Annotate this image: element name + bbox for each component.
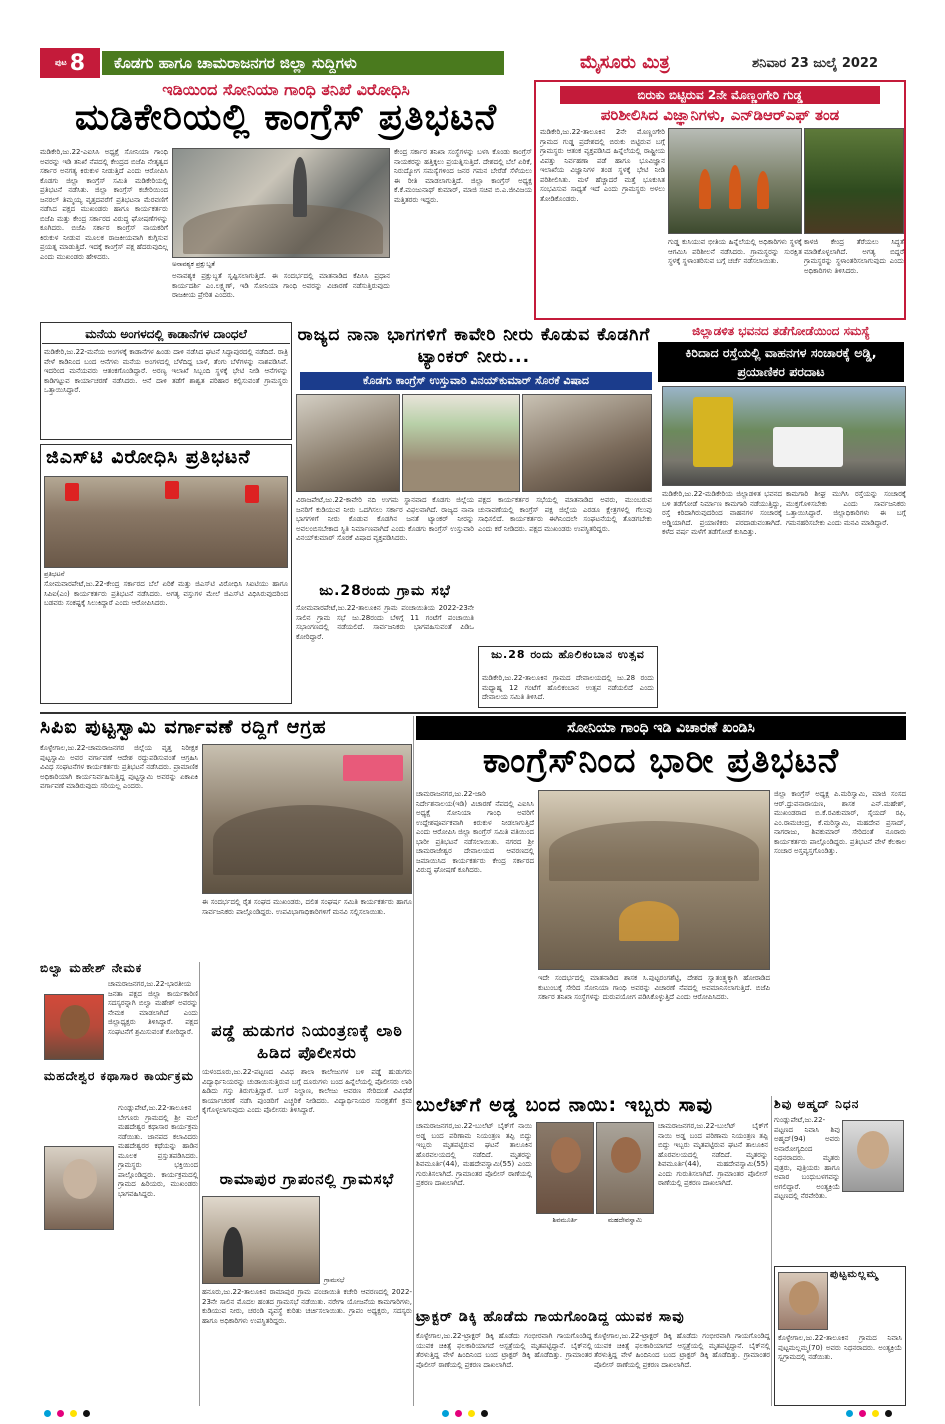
story16-body: ಗುಂಡ್ಲುಪೇಟೆ,ಜು.22-ಪಟ್ಟಣದ ನಿವಾಸಿ ಶಿವು ಅಹ್ಮದ್(94) ಅವರು ಅನಾರೋಗ್ಯದಿಂದ ನಿಧನರಾದರು. ಮೃತರು ಪುತ್ರರು, ಪುತ್ರಿಯರು ಹಾಗೂ ಅಪಾರ ಬಂಧುಬಳಗವನ್ನು ಅಗಲಿದ್ದಾರೆ. ಅಂತ್ಯಕ್ರಿಯೆ ಪಟ್ಟಣದಲ್ಲಿ ನೆರವೇರಿತು. [774,1116,840,1200]
story2-body: ಮಡಿಕೇರಿ,ಜು.22-ತಾಲೂಕಿನ 2ನೇ ಮೊಣ್ಣಂಗೇರಿ ಗ್ರಾಮದ ಗುಡ್ಡ ಪ್ರದೇಶದಲ್ಲಿ ಬಿರುಕು ಬಿಟ್ಟಿರುವ ಬಗ್ಗೆ ಗ್ರಾಮಸ್ಥರು ಆತಂಕ ವ್ಯಕ್ತಪಡಿಸಿದ ಹಿನ್ನೆಲೆಯಲ್ಲಿ ರಾಷ್ಟ್ರೀಯ ವಿಪತ್ತು ನಿರ್ವಹಣಾ ಪಡೆ ಹಾಗೂ ಭೂವಿಜ್ಞಾನ ಇಲಾಖೆಯ ವಿಜ್ಞಾನಿಗಳ ತಂಡ ಸ್ಥಳಕ್ಕೆ ಭೇಟಿ ನೀಡಿ ಪರಿಶೀಲಿಸಿತು. ಮಳೆ ಹೆಚ್ಚಾದರೆ ಮತ್ತೆ ಭೂಕುಸಿತ ಸಂಭವಿಸುವ ಸಾಧ್ಯತೆ ಇದೆ ಎಂದು ಗ್ರಾಮಸ್ಥರು ಅಳಲು ತೋಡಿಕೊಂಡರು. [540,128,665,203]
column-rule [771,1096,772,1406]
section-title: ಕೊಡಗು ಹಾಗೂ ಚಾಮರಾಜನಗರ ಜಿಲ್ಲಾ ಸುದ್ದಿಗಳು [114,54,357,72]
story3-headline: ಮನೆಯ ಅಂಗಳದಲ್ಲಿ ಕಾಡಾನೆಗಳ ದಾಂಧಲೆ [42,324,290,344]
story16-photo [842,1120,904,1192]
story1-caption: ಅನಾವಶ್ಯಕ ಪ್ರಕ್ಷುಬ್ಧತೆ [172,260,215,268]
story6-headline: ಜಿಎಸ್‌ಟಿ ವಿರೋಧಿಸಿ ಪ್ರತಿಭಟನೆ [46,446,251,468]
story17-photo [778,1272,828,1330]
story13-headline: ಪಡ್ಡೆ ಹುಡುಗರ ನಿಯಂತ್ರಣಕ್ಕೆ ಲಾಠಿ ಹಿಡಿದ ಪೊಲೀಸರು [211,1021,403,1062]
story2-kicker: ಬಿರುಕು ಬಿಟ್ಟಿರುವ 2ನೇ ಮೊಣ್ಣಂಗೇರಿ ಗುಡ್ಡ [560,86,880,104]
story10-body-right: ಜಿಲ್ಲಾ ಕಾಂಗ್ರೆಸ್ ಅಧ್ಯಕ್ಷ ಪಿ.ಮರಿಸ್ವಾಮಿ, ಮಾಜಿ ಸಂಸದ ಆರ್.ಧ್ರುವನಾರಾಯಣ, ಶಾಸಕ ಎನ್.ಮಹೇಶ್, ಮುಖಂಡರಾದ ಬಿ.ಕೆ.ರವಿಕುಮಾರ್, ಸೈಯದ್ ರಫಿ, ಎಂ.ರಾಮಚಂದ್ರ, ಕೆ.ಮರಿಸ್ವಾಮಿ, ಮಹದೇವ ಪ್ರಸಾದ್, ನಾಗರಾಜು, ಶಿವಕುಮಾರ್ ಸೇರಿದಂತೆ ನೂರಾರು ಕಾರ್ಯಕರ್ತರು ಪಾಲ್ಗೊಂಡಿದ್ದರು. ಪ್ರತಿಭಟನೆ ವೇಳೆ ಕೆಲಕಾಲ ಸಂಚಾರ ಅಸ್ತವ್ಯಸ್ತಗೊಂಡಿತ್ತು. [774,790,906,855]
story2-photo-left [668,128,802,234]
story18-body-right: ಕೊಳ್ಳೇಗಾಲ,ಜು.22-ಟ್ರಾಕ್ಟರ್ ಡಿಕ್ಕಿ ಹೊಡೆದು ಗಂಭೀರವಾಗಿ ಗಾಯಗೊಂಡಿದ್ದ ಯುವಕ ಚಿಕಿತ್ಸೆ ಫಲಕಾರಿಯಾಗದೆ ಆಸ್ಪತ್ರೆಯಲ್ಲಿ ಮೃತಪಟ್ಟಿದ್ದಾನೆ. ಬೈಕ್‌ನಲ್ಲಿ ತೆರಳುತ್ತಿದ್ದ ವೇಳೆ ಹಿಂದಿನಿಂದ ಬಂದ ಟ್ರಾಕ್ಟರ್ ಡಿಕ್ಕಿ ಹೊಡೆದಿತ್ತು. ಗ್ರಾಮಾಂತರ ಪೊಲೀಸ್ ಠಾಣೆಯಲ್ಲಿ ಪ್ರಕರಣ ದಾಖಲಾಗಿದೆ. [594,1332,770,1369]
story15-name-1: ಶಿವಮೂರ್ತಿ [552,1216,578,1224]
story2-body-right: ಕಾಳಜಿ ಕೇಂದ್ರ ತೆರೆಯಲು ಸಿದ್ಧತೆ ಮಾಡಿಕೊಳ್ಳಲಾಗಿದೆ. ಅಗತ್ಯ ಬಿದ್ದರೆ ಗ್ರಾಮಸ್ಥರನ್ನು ಸ್ಥಳಾಂತರಿಸಲಾಗುವುದು ಎಂದು ಅಧಿಕಾರಿಗಳು ತಿಳಿಸಿದರು. [804,238,904,275]
story18-body: ಕೊಳ್ಳೇಗಾಲ,ಜು.22-ಟ್ರಾಕ್ಟರ್ ಡಿಕ್ಕಿ ಹೊಡೆದು ಗಂಭೀರವಾಗಿ ಗಾಯಗೊಂಡಿದ್ದ ಯುವಕ ಚಿಕಿತ್ಸೆ ಫಲಕಾರಿಯಾಗದೆ ಆಸ್ಪತ್ರೆಯಲ್ಲಿ ಮೃತಪಟ್ಟಿದ್ದಾನೆ. ಬೈಕ್‌ನಲ್ಲಿ ತೆರಳುತ್ತಿದ್ದ ವೇಳೆ ಹಿಂದಿನಿಂದ ಬಂದ ಟ್ರಾಕ್ಟರ್ ಡಿಕ್ಕಿ ಹೊಡೆದಿತ್ತು. ಗ್ರಾಮಾಂತರ ಪೊಲೀಸ್ ಠಾಣೆಯಲ್ಲಿ ಪ್ರಕರಣ ದಾಖಲಾಗಿದೆ. [416,1332,592,1369]
story15-name-2: ಮಹದೇವಸ್ವಾಮಿ [607,1216,643,1224]
section-divider [40,712,906,714]
story16-headline: ಶಿವು ಅಹ್ಮದ್ ನಿಧನ [774,1097,860,1111]
story1-headline: ಮಡಿಕೇರಿಯಲ್ಲಿ ಕಾಂಗ್ರೆಸ್ ಪ್ರತಿಭಟನೆ [74,97,498,138]
story12-photo [44,1146,114,1230]
story5-photo [662,386,906,486]
story1-kicker: ಇಡಿಯಿಂದ ಸೋನಿಯಾ ಗಾಂಧಿ ತನಿಖೆ ವಿರೋಧಿಸಿ [162,80,410,99]
story14-photo [202,1196,320,1284]
story7-headline: ಜು.28ರಂದು ಗ್ರಾಮ ಸಭೆ [319,583,451,599]
page-label: ಪುಟ [54,58,67,67]
page-number-box [40,48,100,78]
story3-body: ಮಡಿಕೇರಿ,ಜು.22-ಮನೆಯ ಅಂಗಳಕ್ಕೆ ಕಾಡಾನೆಗಳ ಹಿಂಡು ದಾಳಿ ನಡೆಸಿದ ಘಟನೆ ಸಿದ್ದಾಪುರದಲ್ಲಿ ನಡೆದಿದೆ. ರಾತ್ರಿ ವೇಳೆ ಕಾಡಿನಿಂದ ಬಂದ ಆನೆಗಳು ಮನೆಯ ಅಂಗಳದಲ್ಲಿ ಬೆಳೆದಿದ್ದ ಬಾಳೆ, ತೆಂಗು ಬೆಳೆಗಳನ್ನು ನಾಶಪಡಿಸಿವೆ. ಇದರಿಂದ ಮನೆಯವರು ಆತಂಕಗೊಂಡಿದ್ದಾರೆ. ಅರಣ್ಯ ಇಲಾಖೆ ಸಿಬ್ಬಂದಿ ಸ್ಥಳಕ್ಕೆ ಭೇಟಿ ನೀಡಿ ಆನೆಗಳನ್ನು ಕಾಡಿಗಟ್ಟುವ ಕಾರ್ಯಾಚರಣೆ ನಡೆಸಿದರು. ಆನೆ ದಾಳಿ ತಡೆಗೆ ಶಾಶ್ವತ ಪರಿಹಾರ ಕಲ್ಪಿಸುವಂತೆ ಗ್ರಾಮಸ್ಥರು ಒತ್ತಾಯಿಸಿದ್ದಾರೆ. [44,348,288,394]
story7-body: ಸೋಮವಾರಪೇಟೆ,ಜು.22-ತಾಲೂಕಿನ ಗ್ರಾಮ ಪಂಚಾಯಿತಿಯ 2022-23ನೇ ಸಾಲಿನ ಗ್ರಾಮ ಸಭೆ ಜು.28ರಂದು ಬೆಳಿಗ್ಗೆ 11 ಗಂಟೆಗೆ ಪಂಚಾಯಿತಿ ಸಭಾಂಗಣದಲ್ಲಿ ನಡೆಯಲಿದೆ. ಸಾರ್ವಜನಿಕರು ಭಾಗವಹಿಸುವಂತೆ ಪಿಡಿಒ ಕೋರಿದ್ದಾರೆ. [296,604,474,641]
story4-body-right: ಪಕ್ಷದ ಕಾರ್ಯಕರ್ತರ ಸಭೆಯಲ್ಲಿ ಮಾತನಾಡಿದ ಅವರು, ಮುಂಬರುವ ಚುನಾವಣೆಯಲ್ಲಿ ಕಾಂಗ್ರೆಸ್ ಪಕ್ಷ ಜಿಲ್ಲೆಯ ಎರಡೂ ಕ್ಷೇತ್ರಗಳಲ್ಲಿ ಗೆಲುವು ಸಾಧಿಸಲಿದೆ. ಕಾರ್ಯಕರ್ತರು ಈಗಿನಿಂದಲೇ ಸಂಘಟನೆಯಲ್ಲಿ ತೊಡಗಬೇಕು ಎಂದು ಕರೆ ನೀಡಿದರು. ಪಕ್ಷದ ಮುಖಂಡರು ಉಪಸ್ಥಿತರಿದ್ದರು. [478,496,652,533]
story15-photo-2 [596,1122,654,1214]
story6-body: ಸೋಮವಾರಪೇಟೆ,ಜು.22-ಕೇಂದ್ರ ಸರ್ಕಾರದ ಬೆಲೆ ಏರಿಕೆ ಮತ್ತು ಜಿಎಸ್‌ಟಿ ವಿರೋಧಿಸಿ ಸಿಐಟಿಯು ಹಾಗೂ ಸಿಪಿಐ(ಎಂ) ಕಾರ್ಯಕರ್ತರು ಪ್ರತಿಭಟನೆ ನಡೆಸಿದರು. ಅಗತ್ಯ ವಸ್ತುಗಳ ಮೇಲೆ ಜಿಎಸ್‌ಟಿ ವಿಧಿಸಿರುವುದರಿಂದ ಬಡವರು ಸಂಕಷ್ಟಕ್ಕೆ ಸಿಲುಕಿದ್ದಾರೆ ಎಂದು ಆರೋಪಿಸಿದರು. [44,580,288,607]
story6-caption: ಪ್ರತಿಭಟನೆ [44,570,65,578]
story11-photo [44,994,104,1060]
story5-kicker: ಜಿಲ್ಲಾಡಳಿತ ಭವನದ ತಡೆಗೋಡೆಯಿಂದ ಸಮಸ್ಯೆ [692,324,870,338]
column-rule [199,962,200,1406]
story6-photo [44,476,288,568]
story15-photo-1 [536,1122,594,1214]
story1-body-mid: ಅನಾವಶ್ಯಕ ಪ್ರಕ್ಷುಬ್ಧತೆ ಸೃಷ್ಟಿಸಲಾಗುತ್ತಿದೆ. ಈ ಸಂದರ್ಭದಲ್ಲಿ ಮಾತನಾಡಿದ ಕೆಪಿಸಿಸಿ ಪ್ರಧಾನ ಕಾರ್ಯದರ್ಶಿ ಎಂ.ಲಕ್ಷ್ಮಣ್, ಇಡಿ ಸೋನಿಯಾ ಗಾಂಧಿ ಅವರನ್ನು ವಿಚಾರಣೆ ನಡೆಸುತ್ತಿರುವುದು ರಾಜಕೀಯ ಪ್ರೇರಿತ ಎಂದರು. [172,272,390,299]
story10-headline: ಕಾಂಗ್ರೆಸ್‌ನಿಂದ ಭಾರೀ ಪ್ರತಿಭಟನೆ [482,741,840,781]
story4-photo-mid [402,394,520,492]
story2-headline: ಪರಿಶೀಲಿಸಿದ ವಿಜ್ಞಾನಿಗಳು, ಎನ್‌ಡಿಆರ್‌ಎಫ್ ತಂಡ [600,106,840,124]
story14-body: ಹನೂರು,ಜು.22-ತಾಲೂಕಿನ ರಾಮಾಪುರ ಗ್ರಾಮ ಪಂಚಾಯಿತಿ ಕಚೇರಿ ಆವರಣದಲ್ಲಿ 2022-23ನೇ ಸಾಲಿನ ಮೊದಲ ಹಂತದ ಗ್ರಾಮಸಭೆ ನಡೆಯಿತು. ನರೇಗಾ ಯೋಜನೆಯ ಕಾಮಗಾರಿಗಳು, ಕುಡಿಯುವ ನೀರು, ಚರಂಡಿ ವ್ಯವಸ್ಥೆ ಕುರಿತು ಚರ್ಚಿಸಲಾಯಿತು. ಗ್ರಾಪಂ ಅಧ್ಯಕ್ಷರು, ಸದಸ್ಯರು ಹಾಗೂ ಅಧಿಕಾರಿಗಳು ಉಪಸ್ಥಿತರಿದ್ದರು. [202,1288,412,1325]
issue-date: ಶನಿವಾರ 23 ಜುಲೈ 2022 [752,56,879,71]
story1-body: ಮಡಿಕೇರಿ,ಜು.22-ಎಐಸಿಸಿ ಅಧ್ಯಕ್ಷೆ ಸೋನಿಯಾ ಗಾಂಧಿ ಅವರನ್ನು ಇಡಿ ತನಿಖೆ ನೆಪದಲ್ಲಿ ಕೇಂದ್ರದ ಬಿಜೆಪಿ ನೇತೃತ್ವದ ಸರ್ಕಾರ ಅನಗತ್ಯ ಕಿರುಕುಳ ನೀಡುತ್ತಿದೆ ಎಂದು ಆರೋಪಿಸಿ ಕೊಡಗು ಜಿಲ್ಲಾ ಕಾಂಗ್ರೆಸ್ ಸಮಿತಿ ಮಡಿಕೇರಿಯಲ್ಲಿ ಪ್ರತಿಭಟನೆ ನಡೆಸಿತು. ಜಿಲ್ಲಾ ಕಾಂಗ್ರೆಸ್ ಕಚೇರಿಯಿಂದ ಜನರಲ್ ತಿಮ್ಮಯ್ಯ ವೃತ್ತದವರೆಗೆ ಪ್ರತಿಭಟನಾ ಮೆರವಣಿಗೆ ನಡೆಸಿದ ಪಕ್ಷದ ಮುಖಂಡರು ಹಾಗೂ ಕಾರ್ಯಕರ್ತರು ಬಿಜೆಪಿ ಮತ್ತು ಕೇಂದ್ರ ಸರ್ಕಾರದ ವಿರುದ್ಧ ಘೋಷಣೆಗಳನ್ನು ಕೂಗಿದರು. ಬಿಜೆಪಿ ಸರ್ಕಾರ ಕಾಂಗ್ರೆಸ್ ನಾಯಕರಿಗೆ ಕಿರುಕುಳ ನೀಡುವ ಮೂಲಕ ರಾಜಕೀಯವಾಗಿ ಕುಗ್ಗಿಸುವ ಪ್ರಯತ್ನ ಮಾಡುತ್ತಿದೆ. ಇದಕ್ಕೆ ಕಾಂಗ್ರೆಸ್ ಪಕ್ಷ ಹೆದರುವುದಿಲ್ಲ ಎಂದು ಮುಖಂಡರು ಹೇಳಿದರು. [40,148,168,261]
story9-headline: ಸಿಪಿಐ ಪುಟ್ಟಸ್ವಾಮಿ ವರ್ಗಾವಣೆ ರದ್ದಿಗೆ ಆಗ್ರಹ [40,716,327,738]
story14-headline: ರಾಮಾಪುರ ಗ್ರಾಪಂನಲ್ಲಿ ಗ್ರಾಮಸಭೆ [219,1170,395,1188]
story9-body-right: ಈ ಸಂದರ್ಭದಲ್ಲಿ ರೈತ ಸಂಘದ ಮುಖಂಡರು, ದಲಿತ ಸಂಘರ್ಷ ಸಮಿತಿ ಕಾರ್ಯಕರ್ತರು ಹಾಗೂ ಸಾರ್ವಜನಿಕರು ಪಾಲ್ಗೊಂಡಿದ್ದರು. ಉಪವಿಭಾಗಾಧಿಕಾರಿಗಳಿಗೆ ಮನವಿ ಸಲ್ಲಿಸಲಾಯಿತು. [202,898,412,916]
story11-body: ಚಾಮರಾಜನಗರ,ಜು.22-ಭಾರತೀಯ ಜನತಾ ಪಕ್ಷದ ಜಿಲ್ಲಾ ಕಾರ್ಯಕಾರಿಣಿ ಸದಸ್ಯರನ್ನಾಗಿ ಬಿಲ್ವಾ ಮಹೇಶ್ ಅವರನ್ನು ನೇಮಕ ಮಾಡಲಾಗಿದೆ ಎಂದು ಜಿಲ್ಲಾಧ್ಯಕ್ಷರು ತಿಳಿಸಿದ್ದಾರೆ. ಪಕ್ಷದ ಸಂಘಟನೆಗೆ ಶ್ರಮಿಸುವಂತೆ ಕೋರಿದ್ದಾರೆ. [108,980,198,1036]
story4-subhead: ಕೊಡಗು ಕಾಂಗ್ರೆಸ್ ಉಸ್ತುವಾರಿ ವಿನಯ್‌ಕುಮಾರ್ ಸೊರಕೆ ವಿಷಾದ [300,372,652,390]
story12-headline: ಮಹದೇಶ್ವರ ಕಥಾಸಾರ ಕಾರ್ಯಕ್ರಮ [43,1069,195,1083]
page-number: 8 [69,50,86,76]
section-title-bar [102,51,504,75]
story17-headline: ಪುಟ್ಟಮಲ್ಲಮ್ಮ [830,1269,879,1280]
story9-body: ಕೊಳ್ಳೇಗಾಲ,ಜು.22-ಚಾಮರಾಜನಗರ ಜಿಲ್ಲೆಯ ವೃತ್ತ ನಿರೀಕ್ಷಕ ಪುಟ್ಟಸ್ವಾಮಿ ಅವರ ವರ್ಗಾವಣೆ ಆದೇಶ ರದ್ದುಪಡಿಸುವಂತೆ ಆಗ್ರಹಿಸಿ ವಿವಿಧ ಸಂಘಟನೆಗಳ ಕಾರ್ಯಕರ್ತರು ಪ್ರತಿಭಟನೆ ನಡೆಸಿದರು. ಪ್ರಾಮಾಣಿಕ ಅಧಿಕಾರಿಯಾಗಿ ಕಾರ್ಯನಿರ್ವಹಿಸುತ್ತಿದ್ದ ಪುಟ್ಟಸ್ವಾಮಿ ಅವರನ್ನು ಏಕಾಏಕಿ ವರ್ಗಾವಣೆ ಮಾಡಿರುವುದು ಸರಿಯಲ್ಲ ಎಂದರು. [40,744,198,790]
registration-marks-center [442,1410,488,1417]
story12-body: ಗುಂಡ್ಲುಪೇಟೆ,ಜು.22-ತಾಲೂಕಿನ ಬೇಗೂರು ಗ್ರಾಮದಲ್ಲಿ ಶ್ರೀ ಮಲೆ ಮಹದೇಶ್ವರ ಕಥಾಸಾರ ಕಾರ್ಯಕ್ರಮ ನಡೆಯಿತು. ಜಾನಪದ ಕಲಾವಿದರು ಮಹದೇಶ್ವರರ ಕಥೆಯನ್ನು ಹಾಡಿನ ಮೂಲಕ ಪ್ರಸ್ತುತಪಡಿಸಿದರು. ಗ್ರಾಮಸ್ಥರು ಭಕ್ತಿಯಿಂದ ಪಾಲ್ಗೊಂಡಿದ್ದರು. ಕಾರ್ಯಕ್ರಮದಲ್ಲಿ ಗ್ರಾಮದ ಹಿರಿಯರು, ಮುಖಂಡರು ಭಾಗವಹಿಸಿದ್ದರು. [118,1104,198,1198]
story17-body: ಕೊಳ್ಳೇಗಾಲ,ಜು.22-ತಾಲೂಕಿನ ಗ್ರಾಮದ ನಿವಾಸಿ ಪುಟ್ಟಮಲ್ಲಮ್ಮ(70) ಅವರು ನಿಧನರಾದರು. ಅಂತ್ಯಕ್ರಿಯೆ ಸ್ವಗ್ರಾಮದಲ್ಲಿ ನಡೆಯಿತು. [778,1334,902,1361]
story1-photo [172,148,390,258]
paper-name: ಮೈಸೂರು ಮಿತ್ರ [580,52,670,73]
story10-body-mid: ಇದೇ ಸಂದರ್ಭದಲ್ಲಿ ಮಾತನಾಡಿದ ಶಾಸಕ ಸಿ.ಪುಟ್ಟರಂಗಶೆಟ್ಟಿ, ದೇಶದ ಸ್ವಾತಂತ್ರ್ಯಕ್ಕಾಗಿ ಹೋರಾಡಿದ ಕುಟುಂಬಕ್ಕೆ ಸೇರಿದ ಸೋನಿಯಾ ಗಾಂಧಿ ಅವರನ್ನು ವಿಚಾರಣೆ ನೆಪದಲ್ಲಿ ಅವಮಾನಿಸಲಾಗುತ್ತಿದೆ. ಬಿಜೆಪಿ ಸರ್ಕಾರ ತನಿಖಾ ಸಂಸ್ಥೆಗಳನ್ನು ದುರುಪಯೋಗ ಪಡಿಸಿಕೊಳ್ಳುತ್ತಿದೆ ಎಂದು ಆರೋಪಿಸಿದರು. [538,974,770,1001]
story11-headline: ಬಿಲ್ವಾ ಮಹೇಶ್ ನೇಮಕ [40,961,143,975]
story10-kicker: ಸೋನಿಯಾ ಗಾಂಧಿ ಇಡಿ ವಿಚಾರಣೆ ಖಂಡಿಸಿ [416,716,906,740]
story10-body: ಚಾಮರಾಜನಗರ,ಜು.22-ಜಾರಿ ನಿರ್ದೇಶನಾಲಯ(ಇಡಿ) ವಿಚಾರಣೆ ನೆಪದಲ್ಲಿ ಎಐಸಿಸಿ ಅಧ್ಯಕ್ಷೆ ಸೋನಿಯಾ ಗಾಂಧಿ ಅವರಿಗೆ ಉದ್ದೇಶಪೂರ್ವಕವಾಗಿ ಕಿರುಕುಳ ನೀಡಲಾಗುತ್ತಿದೆ ಎಂದು ಆರೋಪಿಸಿ ಜಿಲ್ಲಾ ಕಾಂಗ್ರೆಸ್ ಸಮಿತಿ ವತಿಯಿಂದ ಭಾರೀ ಪ್ರತಿಭಟನೆ ನಡೆಸಲಾಯಿತು. ನಗರದ ಶ್ರೀ ಚಾಮರಾಜೇಶ್ವರ ದೇವಾಲಯದ ಆವರಣದಲ್ಲಿ ಜಮಾಯಿಸಿದ ಕಾರ್ಯಕರ್ತರು ಕೇಂದ್ರ ಸರ್ಕಾರದ ವಿರುದ್ಧ ಘೋಷಣೆ ಕೂಗಿದರು. [416,790,534,874]
story4-headline: ರಾಜ್ಯದ ನಾನಾ ಭಾಗಗಳಿಗೆ ಕಾವೇರಿ ನೀರು ಕೊಡುವ ಕೊಡಗಿಗೆ ಟ್ಯಾಂಕರ್ ನೀರು... [297,325,651,367]
story13-body: ಯಳಂದೂರು,ಜು.22-ಪಟ್ಟಣದ ವಿವಿಧ ಶಾಲಾ ಕಾಲೇಜುಗಳ ಬಳಿ ಪಡ್ಡೆ ಹುಡುಗರು ವಿದ್ಯಾರ್ಥಿನಿಯರನ್ನು ಚುಡಾಯಿಸುತ್ತಿರುವ ಬಗ್ಗೆ ದೂರುಗಳು ಬಂದ ಹಿನ್ನೆಲೆಯಲ್ಲಿ ಪೊಲೀಸರು ಲಾಠಿ ಹಿಡಿದು ಗಸ್ತು ತಿರುಗುತ್ತಿದ್ದಾರೆ. ಬಸ್ ನಿಲ್ದಾಣ, ಕಾಲೇಜು ಆವರಣ ಸೇರಿದಂತೆ ವಿವಿಧೆಡೆ ಕಾರ್ಯಾಚರಣೆ ನಡೆಸಿ ಪುಂಡರಿಗೆ ಎಚ್ಚರಿಕೆ ನೀಡಿದರು. ವಿದ್ಯಾರ್ಥಿನಿಯರ ಸುರಕ್ಷತೆಗೆ ಕ್ರಮ ಕೈಗೊಳ್ಳಲಾಗುವುದು ಎಂದು ಪೊಲೀಸರು ತಿಳಿಸಿದ್ದಾರೆ. [202,1068,412,1114]
story15-headline: ಬುಲೆಟ್‌ಗೆ ಅಡ್ಡ ಬಂದ ನಾಯಿ: ಇಬ್ಬರು ಸಾವು [416,1094,714,1116]
story5-headline: ಕಿರಿದಾದ ರಸ್ತೆಯಲ್ಲಿ ವಾಹನಗಳ ಸಂಚಾರಕ್ಕೆ ಅಡ್ಡಿ, ಪ್ರಯಾಣಿಕರ ಪರದಾಟ [658,342,904,382]
story1-body-right: ಕೇಂದ್ರ ಸರ್ಕಾರ ತನಿಖಾ ಸಂಸ್ಥೆಗಳನ್ನು ಬಳಸಿ ಕೊಂಡು ಕಾಂಗ್ರೆಸ್ ನಾಯಕರನ್ನು ಹತ್ತಿಕ್ಕಲು ಪ್ರಯತ್ನಿಸುತ್ತಿದೆ. ದೇಶದಲ್ಲಿ ಬೆಲೆ ಏರಿಕೆ, ನಿರುದ್ಯೋಗ ಸಮಸ್ಯೆಗಳಿಂದ ಜನರ ಗಮನ ಬೇರೆಡೆ ಸೆಳೆಯಲು ಈ ರೀತಿ ಮಾಡಲಾಗುತ್ತಿದೆ. ಜಿಲ್ಲಾ ಕಾಂಗ್ರೆಸ್ ಅಧ್ಯಕ್ಷ ಕೆ.ಕೆ.ಮಂಜುನಾಥ್ ಕುಮಾರ್, ಮಾಜಿ ಸಚಿವ ಬಿ.ಎ.ಜೀವಿಜಯ ಮತ್ತಿತರರು ಇದ್ದರು. [394,148,532,204]
story18-headline: ಟ್ರಾಕ್ಟರ್ ಡಿಕ್ಕಿ ಹೊಡೆದು ಗಾಯಗೊಂಡಿದ್ದ ಯುವಕ ಸಾವು [416,1309,685,1325]
masthead [40,48,906,78]
story15-body-right: ಚಾಮರಾಜನಗರ,ಜು.22-ಬುಲೆಟ್ ಬೈಕ್‌ಗೆ ನಾಯಿ ಅಡ್ಡ ಬಂದ ಪರಿಣಾಮ ನಿಯಂತ್ರಣ ತಪ್ಪಿ ಬಿದ್ದು ಇಬ್ಬರು ಮೃತಪಟ್ಟಿರುವ ಘಟನೆ ತಾಲೂಕಿನ ಹೊರವಲಯದಲ್ಲಿ ನಡೆದಿದೆ. ಮೃತರನ್ನು ಶಿವಮೂರ್ತಿ(44), ಮಹದೇವಸ್ವಾಮಿ(55) ಎಂದು ಗುರುತಿಸಲಾಗಿದೆ. ಗ್ರಾಮಾಂತರ ಪೊಲೀಸ್ ಠಾಣೆಯಲ್ಲಿ ಪ್ರಕರಣ ದಾಖಲಾಗಿದೆ. [658,1122,768,1187]
story4-photo-left [296,394,400,492]
story4-body: ವಿರಾಜಪೇಟೆ,ಜು.22-ಕಾವೇರಿ ನದಿ ಉಗಮ ಸ್ಥಾನವಾದ ಕೊಡಗು ಜಿಲ್ಲೆಯ ಜನರಿಗೆ ಕುಡಿಯುವ ನೀರು ಒದಗಿಸಲು ಸರ್ಕಾರ ವಿಫಲವಾಗಿದೆ. ರಾಜ್ಯದ ನಾನಾ ಭಾಗಗಳಿಗೆ ನೀರು ಕೊಡುವ ಕೊಡಗಿನ ಜನತೆ ಟ್ಯಾಂಕರ್ ನೀರನ್ನು ಅವಲಂಬಿಸಬೇಕಾದ ಸ್ಥಿತಿ ನಿರ್ಮಾಣವಾಗಿದೆ ಎಂದು ಕೊಡಗು ಕಾಂಗ್ರೆಸ್ ಉಸ್ತುವಾರಿ ವಿನಯ್‌ಕುಮಾರ್ ಸೊರಕೆ ವಿಷಾದ ವ್ಯಕ್ತಪಡಿಸಿದರು. [296,496,474,542]
registration-marks-left [44,1410,90,1417]
story5-body: ಮಡಿಕೇರಿ,ಜು.22-ಮಡಿಕೇರಿಯ ಜಿಲ್ಲಾಡಳಿತ ಭವನದ ಬಳಿ ತಡೆಗೋಡೆ ನಿರ್ಮಾಣ ಕಾಮಗಾರಿ ನಡೆಯುತ್ತಿದ್ದು, ರಸ್ತೆ ಕಿರಿದಾಗಿರುವುದರಿಂದ ವಾಹನಗಳ ಸಂಚಾರಕ್ಕೆ ಅಡ್ಡಿಯಾಗಿದೆ. ಪ್ರಯಾಣಿಕರು ಪರದಾಡುವಂತಾಗಿದೆ. ಕಳೆದ ವರ್ಷ ಮಳೆಗೆ ತಡೆಗೋಡೆ ಕುಸಿದಿತ್ತು. [662,490,782,536]
story5-body-right: ಕಾಮಗಾರಿ ಶೀಘ್ರ ಮುಗಿಸಿ ರಸ್ತೆಯನ್ನು ಸಂಚಾರಕ್ಕೆ ಮುಕ್ತಗೊಳಿಸಬೇಕು ಎಂದು ಸಾರ್ವಜನಿಕರು ಒತ್ತಾಯಿಸಿದ್ದಾರೆ. ಜಿಲ್ಲಾಧಿಕಾರಿಗಳು ಈ ಬಗ್ಗೆ ಗಮನಹರಿಸಬೇಕು ಎಂದು ಮನವಿ ಮಾಡಿದ್ದಾರೆ. [786,490,906,527]
story2-body-mid: ಗುಡ್ಡ ಕುಸಿಯುವ ಭೀತಿಯ ಹಿನ್ನೆಲೆಯಲ್ಲಿ ಅಧಿಕಾರಿಗಳು ಸ್ಥಳಕ್ಕೆ ಆಗಮಿಸಿ ಪರಿಶೀಲನೆ ನಡೆಸಿದರು. ಗ್ರಾಮಸ್ಥರನ್ನು ಸುರಕ್ಷಿತ ಸ್ಥಳಕ್ಕೆ ಸ್ಥಳಾಂತರಿಸುವ ಬಗ್ಗೆ ಚರ್ಚೆ ನಡೆಸಲಾಯಿತು. [668,238,802,265]
story14-caption: ಗ್ರಾಮಸಭೆ [324,1276,345,1284]
registration-marks-right [846,1410,892,1417]
story8-headline: ಜು.28 ರಂದು ಹೊಲಿಕಂಬಾನ ಉತ್ಸವ [491,648,645,661]
story8-body: ಮಡಿಕೇರಿ,ಜು.22-ತಾಲೂಕಿನ ಗ್ರಾಮದ ದೇವಾಲಯದಲ್ಲಿ ಜು.28 ರಂದು ಮಧ್ಯಾಹ್ನ 12 ಗಂಟೆಗೆ ಹೊಲಿಕಂಬಾನ ಉತ್ಸವ ನಡೆಯಲಿದೆ ಎಂದು ದೇವಾಲಯ ಸಮಿತಿ ತಿಳಿಸಿದೆ. [482,674,654,701]
story2-photo-right [804,128,904,234]
story15-body: ಚಾಮರಾಜನಗರ,ಜು.22-ಬುಲೆಟ್ ಬೈಕ್‌ಗೆ ನಾಯಿ ಅಡ್ಡ ಬಂದ ಪರಿಣಾಮ ನಿಯಂತ್ರಣ ತಪ್ಪಿ ಬಿದ್ದು ಇಬ್ಬರು ಮೃತಪಟ್ಟಿರುವ ಘಟನೆ ತಾಲೂಕಿನ ಹೊರವಲಯದಲ್ಲಿ ನಡೆದಿದೆ. ಮೃತರನ್ನು ಶಿವಮೂರ್ತಿ(44), ಮಹದೇವಸ್ವಾಮಿ(55) ಎಂದು ಗುರುತಿಸಲಾಗಿದೆ. ಗ್ರಾಮಾಂತರ ಪೊಲೀಸ್ ಠಾಣೆಯಲ್ಲಿ ಪ್ರಕರಣ ದಾಖಲಾಗಿದೆ. [416,1122,532,1187]
story10-photo [538,790,770,970]
story9-photo [202,744,412,894]
story4-photo-right [522,394,652,492]
column-rule [413,716,414,1406]
